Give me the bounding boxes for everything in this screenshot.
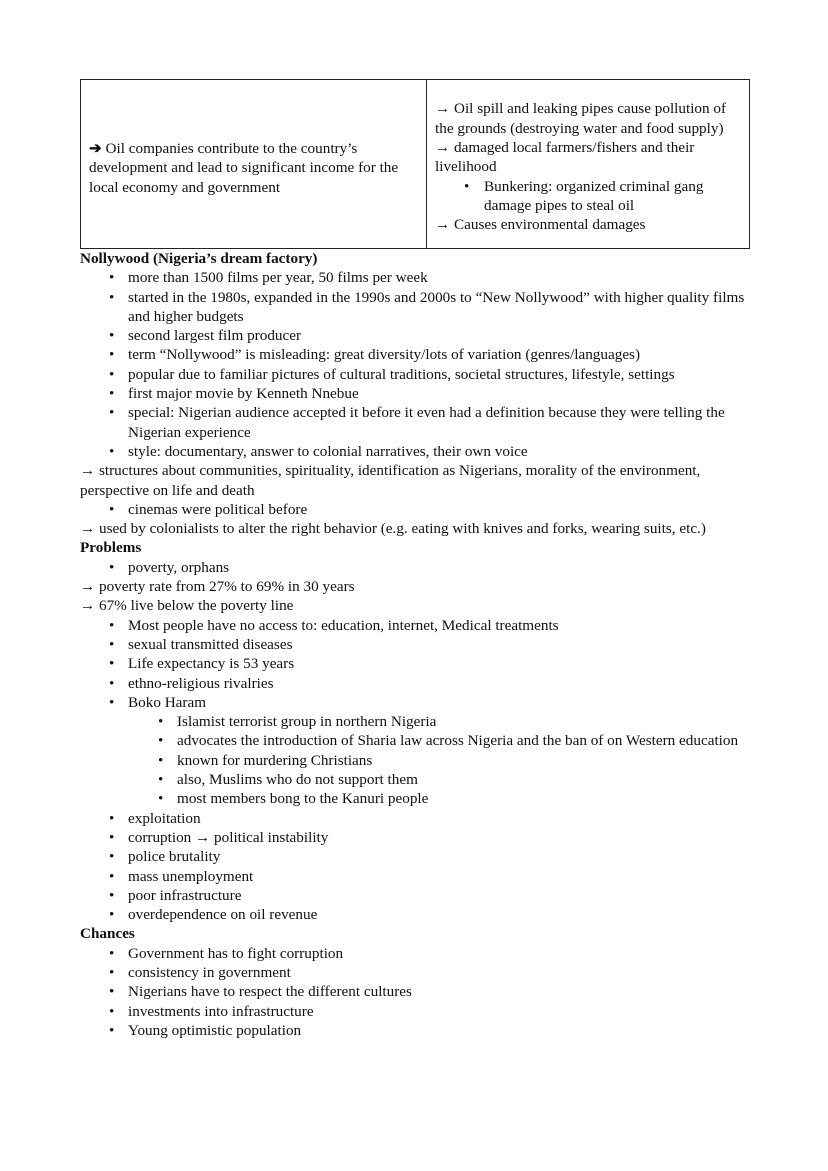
list-item: • mass unemployment [80,867,750,886]
list-item: • Most people have no access to: education, internet, Medical treatments [80,616,750,635]
list-item: • style: documentary, answer to colonial narratives, their own voice [80,442,750,461]
list-item: • sexual transmitted diseases [80,635,750,654]
list-item: • term “Nollywood” is misleading: great diversity/lots of variation (genres/languages) [80,345,750,364]
list-item: • Government has to fight corruption [80,944,750,963]
table-cell-positive [81,80,427,249]
list-item: • ethno-religious rivalries [80,674,750,693]
nollywood-heading: Nollywood (Nigeria’s dream factory) [80,250,318,267]
problems-list-1 [80,558,750,577]
sub-list-item: • advocates the introduction of Sharia law across Nigeria and the ban of on Western education [80,731,750,750]
list-item: • police brutality [80,847,750,866]
list-item: • started in the 1980s, expanded in the 1990s and 2000s to “New Nollywood” with higher quality films and higher budgets [80,288,750,327]
nollywood-note-1: → structures about communities, spirituality, identification as Nigerians, morality of the environment, perspective on life and death [80,462,701,499]
sub-list-item: • known for murdering Christians [80,751,750,770]
list-item: • cinemas were political before [80,500,750,519]
document-page [80,79,750,1040]
table-row [81,80,750,249]
comparison-table [80,79,750,249]
arrow-right-icon: ➔ [89,140,102,158]
list-item: • special: Nigerian audience accepted it before it even had a definition because they were telling the Nigerian experience [80,403,750,442]
list-item: • more than 1500 films per year, 50 films per week [80,268,750,287]
problems-heading: Problems [80,539,142,557]
sub-list-item: • most members bong to the Kanuri people [80,789,750,808]
problems-list-2 [80,616,750,925]
list-item: • consistency in government [80,963,750,982]
problems-note-1: → poverty rate from 27% to 69% in 30 years [80,578,355,596]
negative-line-3: → Causes environmental damages [435,216,646,234]
list-item: • poor infrastructure [80,886,750,905]
list-item: • popular due to familiar pictures of cultural traditions, societal structures, lifestyle, settings [80,365,750,384]
list-item: • first major movie by Kenneth Nnebue [80,384,750,403]
table-cell-negative [427,80,750,249]
bunkering-bullet: • Bunkering: organized criminal gang damage pipes to steal oil [435,177,743,216]
chances-heading: Chances [80,925,135,943]
list-item: • investments into infrastructure [80,1002,750,1021]
problems-note-2: → 67% live below the poverty line [80,597,294,615]
list-item: • exploitation [80,809,750,828]
chances-list [80,944,750,1040]
list-item: • Young optimistic population [80,1021,750,1040]
list-item: • second largest film producer [80,326,750,345]
list-item: • Life expectancy is 53 years [80,654,750,673]
sub-list-item: • also, Muslims who do not support them [80,770,750,789]
nollywood-list-2 [80,500,750,519]
list-item: • corruption → political instability [80,828,750,847]
list-item: • overdependence on oil revenue [80,905,750,924]
negative-line-1: → Oil spill and leaking pipes cause pollution of the grounds (destroying water and food supply) [435,100,727,137]
list-item: • poverty, orphans [80,558,750,577]
nollywood-list [80,268,750,461]
sub-list-item: • Islamist terrorist group in northern Nigeria [80,712,750,731]
list-item: • Boko Haram [80,693,750,712]
list-item: • Nigerians have to respect the different cultures [80,982,750,1001]
positive-text: Oil companies contribute to the country’s development and lead to significant income for the local economy and government [89,140,399,196]
negative-line-2: → damaged local farmers/fishers and their livelihood [435,139,695,176]
nollywood-note-2: → used by colonialists to alter the right behavior (e.g. eating with knives and forks, wearing suits, etc.) [80,520,706,538]
